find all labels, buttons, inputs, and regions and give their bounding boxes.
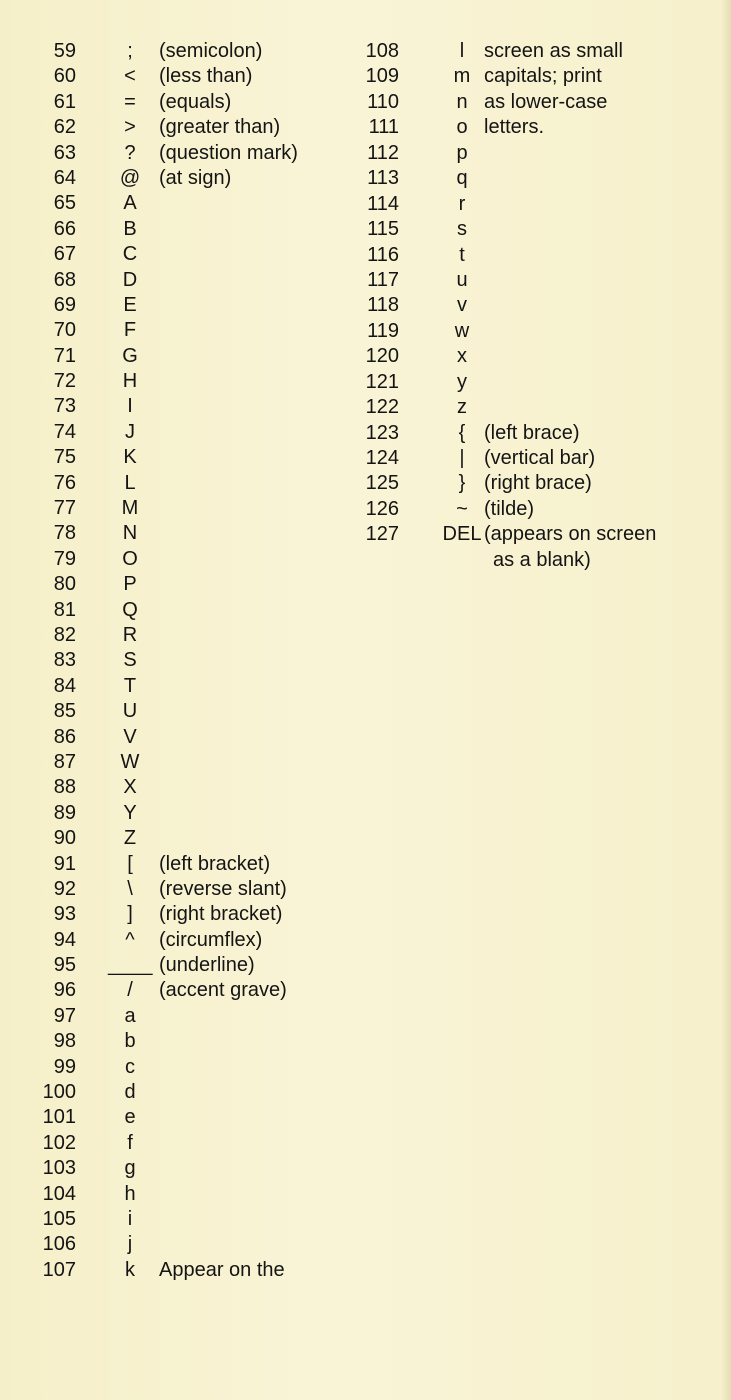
character-symbol: I bbox=[127, 395, 133, 418]
character-symbol: J bbox=[125, 420, 135, 443]
code-row bbox=[0, 699, 360, 724]
code-row bbox=[0, 877, 360, 902]
character-code: 112 bbox=[367, 141, 399, 164]
character-code: 115 bbox=[367, 218, 399, 241]
code-row bbox=[0, 902, 360, 927]
character-code: 118 bbox=[367, 294, 399, 317]
code-row bbox=[350, 217, 720, 242]
character-symbol: Q bbox=[122, 598, 138, 621]
character-description: (accent grave) bbox=[159, 979, 287, 1002]
code-row bbox=[0, 775, 360, 800]
character-code: 123 bbox=[365, 421, 399, 444]
character-symbol: r bbox=[458, 192, 466, 215]
character-code: 74 bbox=[53, 420, 76, 443]
code-row bbox=[350, 471, 720, 496]
character-code: 99 bbox=[53, 1055, 76, 1078]
character-code: 111 bbox=[368, 116, 399, 139]
character-code: 65 bbox=[53, 192, 76, 215]
code-row bbox=[0, 978, 360, 1003]
code-row bbox=[0, 928, 360, 953]
character-description: Appear on the bbox=[159, 1258, 285, 1281]
code-row bbox=[0, 115, 360, 140]
code-row bbox=[0, 852, 360, 877]
code-row bbox=[350, 268, 720, 293]
character-description: (tilde) bbox=[484, 497, 535, 520]
character-symbol: ____ bbox=[108, 954, 153, 977]
character-symbol: DEL bbox=[442, 523, 482, 546]
character-symbol: c bbox=[125, 1055, 135, 1078]
character-symbol: a bbox=[124, 1004, 136, 1027]
code-row bbox=[350, 522, 720, 547]
character-code: 73 bbox=[53, 395, 76, 418]
character-symbol: { bbox=[458, 421, 466, 444]
character-symbol: / bbox=[127, 979, 133, 1002]
character-symbol: p bbox=[456, 141, 468, 164]
right-code-column bbox=[350, 39, 720, 573]
character-code: 94 bbox=[53, 928, 76, 951]
character-code: 122 bbox=[365, 396, 399, 419]
character-code: 90 bbox=[53, 827, 76, 850]
character-code: 102 bbox=[42, 1131, 76, 1154]
code-row bbox=[0, 242, 360, 267]
character-symbol: Y bbox=[123, 801, 137, 824]
character-symbol: E bbox=[123, 293, 137, 316]
character-code: 108 bbox=[365, 40, 399, 62]
character-code: 62 bbox=[53, 116, 76, 139]
character-symbol: C bbox=[122, 243, 138, 266]
character-code: 87 bbox=[53, 750, 76, 773]
code-row bbox=[350, 370, 720, 395]
character-code: 101 bbox=[42, 1106, 76, 1129]
code-row bbox=[0, 826, 360, 851]
character-symbol: j bbox=[127, 1233, 133, 1256]
code-row bbox=[0, 496, 360, 521]
character-code: 97 bbox=[53, 1004, 76, 1027]
character-symbol: S bbox=[123, 649, 137, 672]
character-symbol: q bbox=[456, 167, 468, 190]
character-symbol: w bbox=[454, 319, 470, 342]
code-row bbox=[350, 319, 720, 344]
character-code: 80 bbox=[53, 573, 76, 596]
character-symbol: X bbox=[123, 776, 137, 799]
character-symbol: U bbox=[122, 700, 138, 723]
character-description: (semicolon) bbox=[159, 40, 263, 62]
character-description: (appears on screen bbox=[484, 523, 657, 546]
character-code: 120 bbox=[365, 345, 399, 368]
code-row bbox=[350, 64, 720, 89]
character-code: 107 bbox=[42, 1258, 76, 1281]
character-code: 72 bbox=[53, 370, 76, 393]
character-description: (right bracket) bbox=[159, 903, 283, 926]
character-symbol: M bbox=[121, 497, 139, 520]
character-code: 119 bbox=[367, 319, 399, 342]
code-row bbox=[0, 1105, 360, 1130]
code-row bbox=[0, 268, 360, 293]
code-row bbox=[0, 471, 360, 496]
code-row bbox=[0, 293, 360, 318]
character-code: 61 bbox=[53, 90, 76, 113]
character-symbol: u bbox=[456, 268, 468, 291]
character-symbol: d bbox=[124, 1081, 136, 1104]
character-code: 104 bbox=[42, 1182, 76, 1205]
character-symbol: ] bbox=[127, 903, 133, 926]
character-symbol: z bbox=[457, 396, 467, 419]
character-code: 77 bbox=[53, 497, 76, 520]
character-code: 92 bbox=[53, 877, 76, 900]
character-code: 117 bbox=[367, 268, 399, 291]
character-symbol: ~ bbox=[456, 497, 468, 520]
code-row bbox=[350, 421, 720, 446]
code-row bbox=[0, 141, 360, 166]
character-symbol: } bbox=[458, 472, 466, 495]
character-description: (underline) bbox=[159, 954, 255, 977]
character-symbol: t bbox=[459, 243, 465, 266]
character-description: (question mark) bbox=[159, 141, 298, 164]
character-symbol: v bbox=[457, 294, 467, 317]
character-symbol: g bbox=[124, 1157, 136, 1180]
code-row bbox=[350, 344, 720, 369]
character-code: 79 bbox=[53, 547, 76, 570]
character-symbol: e bbox=[124, 1106, 136, 1129]
code-row bbox=[0, 1258, 360, 1283]
character-description: (less than) bbox=[159, 65, 253, 88]
character-symbol: D bbox=[122, 268, 138, 291]
character-code: 81 bbox=[53, 598, 76, 621]
character-description: (equals) bbox=[159, 90, 232, 113]
character-code: 91 bbox=[53, 852, 76, 875]
character-symbol: W bbox=[120, 750, 140, 773]
code-row bbox=[0, 1156, 360, 1181]
character-code: 75 bbox=[53, 446, 76, 469]
character-description: capitals; print bbox=[484, 65, 602, 88]
code-row bbox=[0, 953, 360, 978]
character-symbol: B bbox=[123, 217, 137, 240]
character-description: (left brace) bbox=[484, 421, 580, 444]
character-code: 89 bbox=[53, 801, 76, 824]
character-code: 60 bbox=[53, 65, 76, 88]
character-symbol: < bbox=[124, 65, 136, 88]
character-description: as lower-case bbox=[484, 90, 608, 113]
character-symbol: Z bbox=[123, 827, 137, 850]
character-code: 83 bbox=[53, 649, 76, 672]
code-row bbox=[350, 446, 720, 471]
character-code: 110 bbox=[367, 90, 399, 113]
character-symbol: L bbox=[124, 471, 136, 494]
character-code: 84 bbox=[53, 674, 76, 697]
left-code-column bbox=[0, 39, 360, 1283]
character-symbol: s bbox=[457, 218, 467, 241]
character-code: 67 bbox=[53, 243, 76, 266]
character-symbol: @ bbox=[119, 166, 141, 189]
character-symbol: | bbox=[459, 447, 465, 469]
character-symbol: G bbox=[122, 344, 138, 367]
code-row bbox=[0, 598, 360, 623]
code-row bbox=[350, 395, 720, 420]
character-description: (vertical bar) bbox=[484, 447, 596, 469]
code-row bbox=[0, 725, 360, 750]
character-symbol: = bbox=[124, 90, 136, 113]
character-code: 93 bbox=[53, 903, 76, 926]
character-code: 59 bbox=[53, 40, 76, 62]
code-row bbox=[0, 344, 360, 369]
code-row bbox=[350, 115, 720, 140]
character-code: 85 bbox=[53, 700, 76, 723]
code-row bbox=[0, 1055, 360, 1080]
character-code: 82 bbox=[53, 623, 76, 646]
character-code: 103 bbox=[42, 1157, 76, 1180]
character-code: 96 bbox=[53, 979, 76, 1002]
character-symbol: > bbox=[124, 116, 136, 139]
character-symbol: \ bbox=[127, 877, 133, 900]
character-symbol: [ bbox=[127, 852, 133, 875]
character-symbol: T bbox=[123, 674, 137, 697]
character-description: (at sign) bbox=[159, 166, 232, 189]
code-row bbox=[0, 1004, 360, 1029]
code-row bbox=[0, 64, 360, 89]
description-continuation: as a blank) bbox=[493, 548, 591, 571]
code-row bbox=[0, 1080, 360, 1105]
character-code: 100 bbox=[42, 1081, 76, 1104]
code-row bbox=[0, 191, 360, 216]
character-code: 109 bbox=[365, 65, 399, 88]
code-row bbox=[0, 801, 360, 826]
character-symbol: l bbox=[459, 40, 465, 62]
code-row bbox=[0, 1232, 360, 1257]
code-row bbox=[350, 293, 720, 318]
character-symbol: x bbox=[457, 345, 467, 368]
code-row bbox=[0, 1207, 360, 1232]
character-code: 76 bbox=[53, 471, 76, 494]
character-code: 88 bbox=[53, 776, 76, 799]
character-code: 106 bbox=[42, 1233, 76, 1256]
character-symbol: f bbox=[127, 1131, 133, 1154]
character-symbol: K bbox=[123, 446, 137, 469]
code-row bbox=[0, 1131, 360, 1156]
character-code: 121 bbox=[365, 370, 399, 393]
code-row bbox=[350, 243, 720, 268]
character-code: 116 bbox=[367, 243, 399, 266]
code-row bbox=[0, 394, 360, 419]
character-description: letters. bbox=[484, 116, 545, 139]
code-row bbox=[350, 192, 720, 217]
code-row bbox=[0, 572, 360, 597]
character-code: 64 bbox=[53, 166, 76, 189]
character-code: 63 bbox=[53, 141, 76, 164]
character-code: 126 bbox=[365, 497, 399, 520]
code-row bbox=[350, 141, 720, 166]
character-symbol: P bbox=[123, 573, 137, 596]
character-code: 105 bbox=[42, 1207, 76, 1230]
character-code: 86 bbox=[53, 725, 76, 748]
character-symbol: k bbox=[125, 1258, 135, 1281]
code-row bbox=[350, 497, 720, 522]
character-symbol: F bbox=[123, 319, 137, 342]
code-row bbox=[0, 1029, 360, 1054]
code-row bbox=[0, 648, 360, 673]
character-symbol: o bbox=[456, 116, 468, 139]
code-row bbox=[0, 318, 360, 343]
character-symbol: R bbox=[122, 623, 138, 646]
character-symbol: ; bbox=[127, 40, 133, 62]
character-code: 95 bbox=[53, 954, 76, 977]
code-row bbox=[0, 547, 360, 572]
character-description: screen as small bbox=[484, 40, 623, 62]
character-symbol: m bbox=[453, 65, 471, 88]
character-code: 127 bbox=[365, 523, 399, 546]
character-symbol: i bbox=[127, 1207, 133, 1230]
code-row bbox=[0, 674, 360, 699]
character-code: 113 bbox=[367, 167, 399, 190]
character-code: 78 bbox=[53, 522, 76, 545]
code-row bbox=[0, 90, 360, 115]
code-row bbox=[0, 1182, 360, 1207]
character-code: 114 bbox=[367, 192, 399, 215]
character-code: 66 bbox=[53, 217, 76, 240]
character-symbol: ? bbox=[124, 141, 136, 164]
code-row bbox=[0, 445, 360, 470]
character-description: (greater than) bbox=[159, 116, 281, 139]
character-symbol: n bbox=[456, 90, 468, 113]
character-symbol: h bbox=[124, 1182, 136, 1205]
character-symbol: A bbox=[123, 192, 137, 215]
character-symbol: y bbox=[457, 370, 467, 393]
character-code: 71 bbox=[53, 344, 76, 367]
character-description: (circumflex) bbox=[159, 928, 263, 951]
code-row bbox=[0, 750, 360, 775]
code-row bbox=[0, 166, 360, 191]
code-row bbox=[350, 166, 720, 191]
character-symbol: ^ bbox=[125, 928, 135, 951]
code-row bbox=[0, 623, 360, 648]
code-row bbox=[0, 39, 360, 64]
character-symbol: O bbox=[122, 547, 138, 570]
code-row bbox=[350, 90, 720, 115]
code-row bbox=[0, 420, 360, 445]
character-description: (right brace) bbox=[484, 472, 592, 495]
character-description: (reverse slant) bbox=[159, 877, 287, 900]
code-row bbox=[0, 217, 360, 242]
character-code: 70 bbox=[53, 319, 76, 342]
description-continuation-row bbox=[350, 548, 720, 573]
code-row bbox=[0, 369, 360, 394]
character-symbol: b bbox=[124, 1030, 136, 1053]
character-code: 124 bbox=[365, 447, 399, 469]
character-code: 98 bbox=[53, 1030, 76, 1053]
character-symbol: N bbox=[122, 522, 138, 545]
character-symbol: H bbox=[122, 370, 138, 393]
code-row bbox=[350, 39, 720, 64]
character-symbol: V bbox=[123, 725, 137, 748]
character-code: 69 bbox=[53, 293, 76, 316]
character-description: (left bracket) bbox=[159, 852, 271, 875]
character-code: 68 bbox=[53, 268, 76, 291]
character-code: 125 bbox=[365, 472, 399, 495]
code-row bbox=[0, 521, 360, 546]
